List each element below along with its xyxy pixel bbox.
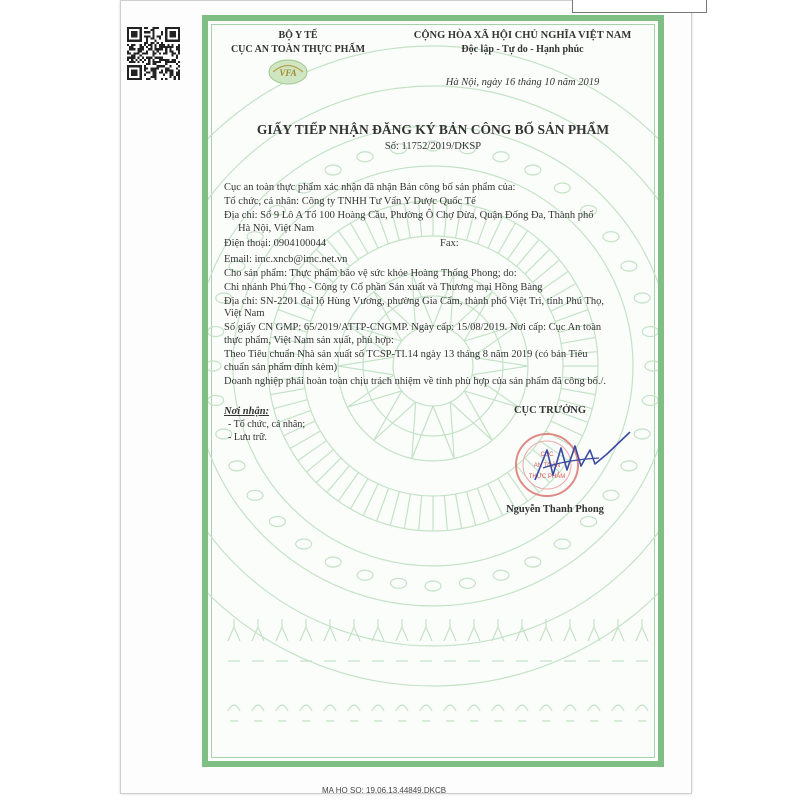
dossier-code: MA HO SO: 19.06.13.44849.DKCB	[322, 786, 447, 795]
logo-text: VFA	[279, 68, 297, 78]
recipient-item: - Tổ chức, cá nhân;	[228, 419, 306, 430]
department-name: CỤC AN TOÀN THỰC PHẨM	[230, 44, 366, 55]
body-line: chuẩn sản phẩm đính kèm)	[224, 362, 338, 373]
svg-text:CỤC: CỤC	[540, 452, 554, 458]
svg-text:THỰC PHẨM: THỰC PHẨM	[528, 474, 566, 480]
body-line: Cục an toàn thực phẩm xác nhận đã nhận Bản công bố sản phẩm của:	[224, 182, 516, 193]
body-line: Fax:	[440, 238, 459, 249]
body-line: Chi nhánh Phú Thọ - Công ty Cổ phần Sản xuất và Thương mại Hồng Bàng	[224, 282, 543, 293]
body-line: Cho sản phẩm: Thực phẩm bảo vệ sức khỏe Hoàng Thống Phong; do:	[224, 268, 517, 279]
vfa-logo-icon	[267, 57, 309, 87]
body-line: Email: imc.xncb@imc.net.vn	[224, 254, 348, 265]
country-name: CỘNG HÒA XÃ HỘI CHỦ NGHĨA VIỆT NAM	[413, 30, 632, 41]
body-line: Địa chỉ: SN-2201 đại lộ Hùng Vương, phường Gia Cẩm, thành phố Việt Trì, tỉnh Phú Thọ,	[224, 296, 605, 307]
ministry-name: BỘ Y TẾ	[278, 30, 318, 41]
document-title: GIẤY TIẾP NHẬN ĐĂNG KÝ BẢN CÔNG BỐ SẢN PHẨM	[256, 122, 610, 137]
body-line: Hà Nội, Việt Nam	[238, 223, 315, 234]
document-number: Số: 11752/2019/DKSP	[384, 141, 482, 152]
signer-name: Nguyễn Thanh Phong	[506, 504, 604, 515]
official-stamp-icon	[495, 420, 635, 510]
body-line: Việt Nam	[224, 308, 265, 319]
body-line: Địa chỉ: Số 9 Lô A Tổ 100 Hoàng Cầu, Phường Ô Chợ Dừa, Quận Đống Đa, Thành phố	[224, 210, 594, 221]
body-line: Số giấy CN GMP: 65/2019/ATTP-CNGMP. Ngày cấp: 15/08/2019. Nơi cấp: Cục An toàn	[224, 322, 602, 333]
body-line: Điện thoại: 0904100044	[224, 238, 327, 249]
recipients-heading: Nơi nhận:	[224, 406, 270, 417]
motto: Độc lập - Tự do - Hạnh phúc	[461, 44, 584, 55]
body-line: Theo Tiêu chuẩn Nhà sản xuất số TCSP-TI.14 ngày 13 tháng 8 năm 2019 (có bản Tiêu	[224, 349, 588, 360]
body-line: thực phẩm, Việt Nam sản xuất, phù hợp:	[224, 335, 394, 346]
corner-tab	[572, 0, 707, 13]
place-date: Hà Nội, ngày 16 tháng 10 năm 2019	[445, 77, 600, 88]
svg-text:AN TOÀN: AN TOÀN	[533, 463, 561, 469]
body-line: Tổ chức, cá nhân: Công ty TNHH Tư Vấn Y Dược Quốc Tế	[224, 196, 476, 207]
qr-code	[127, 27, 180, 80]
body-line: Doanh nghiệp phải hoàn toàn chịu trách nhiệm về tính phù hợp của sản phẩm đã công bố./.	[224, 376, 606, 387]
signer-role: CỤC TRƯỞNG	[513, 405, 587, 416]
recipient-item: - Lưu trữ.	[228, 432, 267, 443]
